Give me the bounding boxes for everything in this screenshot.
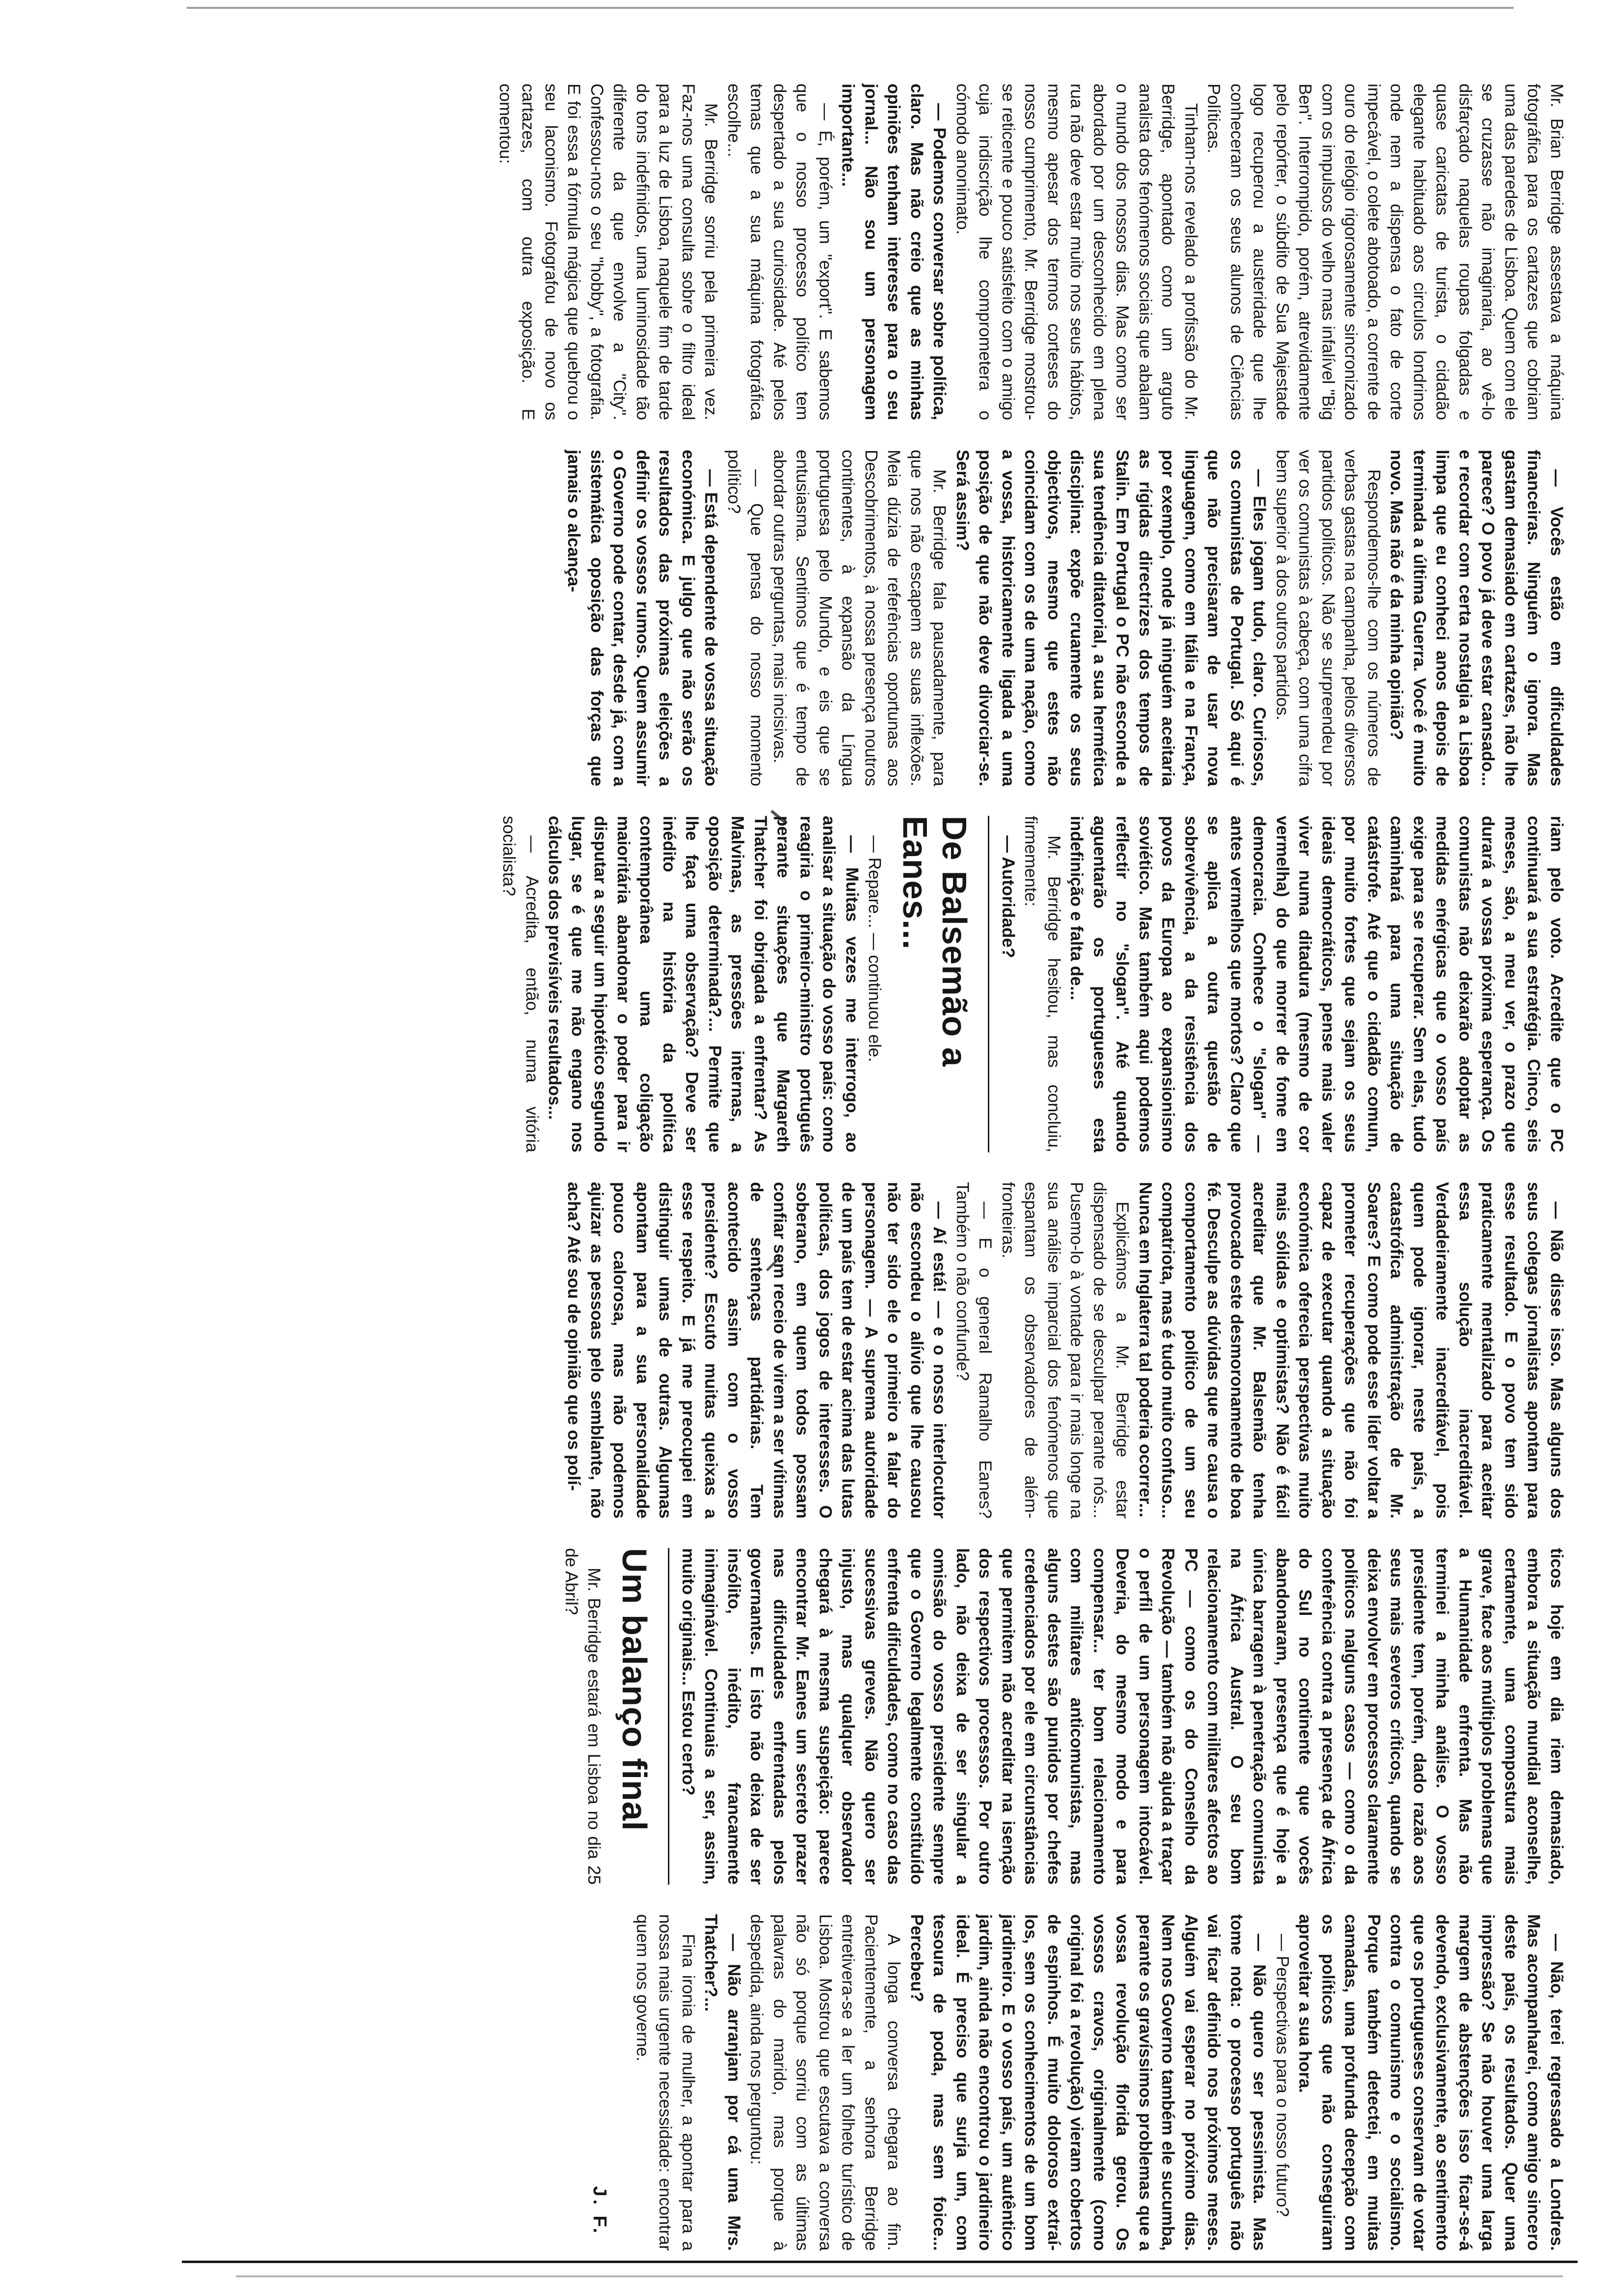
- paragraph: Tinham-nos revelado a profissão do Mr. Berridge, apontado como um arguto analista dos fenómenos sociais que abalam o mundo dos nossos dias. Mas como ser abordado por um desconhecido em plena rua não deve estar muito nos seus hábitos, mesmo apesar dos termos corteses do nosso cumprimento, Mr. Berridge mostrou-se reticente e pouco satisfeito com o amigo cuja indiscrição lhe comprometera o cómodo anonimato.: [953, 84, 1201, 420]
- paragraph: — Não disse isso. Mas alguns dos seus colegas jornalistas apontam para esse resultado. E o povo tem sido praticamente mentalizado para aceitar essa solução inacreditável. Verdadeiramente inacreditável, pois quem pode ignorar, neste país, a catastrófica administração de Mr. Soares? E como pode esse líder voltar a prometer recuperações que não foi capaz de executar quando a situação económica oferecia perspectivas muito mais sólidas e optimistas? Não é fácil acreditar que Mr. Balsemão tenha provocado este desmoronamento de boa fé. Desculpe as dúvidas que me causa o comportamento político de um seu compatriota, mas é tudo muito confuso... Nunca em Inglaterra tal poderia ocorrer...: [1136, 1182, 1566, 1519]
- paragraph: — Eles jogam tudo, claro. Curiosos, os comunistas de Portugal. Só aqui é que não precisaram de usar nova linguagem, como em Itália e na França, por exemplo, onde já ninguém aceitaria as rígidas directrizes dos tempos de Stalin. Em Portugal o PC não esconde a sua tendência ditatorial, a sua hermética disciplina: expõe cruamente os seus objectivos, mesmo que estes não coincidam com os de uma nação, como a vossa, historicamente ligada a uma posição de que não deve divorciar-se. Será assim?: [953, 450, 1269, 786]
- paragraph: riam pelo voto. Acredite que o PC continuará a sua estratégia. Cinco, seis meses, são, a meu ver, o prazo que durará a vossa próxima esperança. Os comunistas não deixarão adoptar as medidas enérgicas que o vosso país exige para se recuperar. Sem elas, tudo caminhará para uma situação de catástrofe. Até que o cidadão comum, por muito fortes que sejam os seus ideais democráticos, pense mais valer viver numa ditadura (mesmo de cor vermelha) do que morrer de fome em democracia. Conhece o "slogan" — antes vermelhos que mortos? Claro que se aplica a outra questão de sobrevivência, a da resistência dos povos da Europa ao expansionismo soviético. Mas também aqui podemos reflectir no "slogan". Até quando aguentarão os portugueses esta indefinição e falta de...: [1067, 816, 1566, 1152]
- paragraph: Mr. Berridge fala pausadamente, para que nos não escapem as suas inflexões. Meia dúzia de referências oportunas aos Descobrimentos, à nossa presença noutros continentes, à expansão da Língua portuguesa pelo Mundo, e eis que se entusiasma. Sentimos que é tempo de abordar outras perguntas, mais incisivas.: [770, 450, 950, 786]
- paragraph: — Não quero ser pessimista. Mas tome nota: o processo português não vai ficar definido nos próximos meses. Alguém vai esperar no próximo dias. Nem nos Governo também ele sucumba, perante os gravíssimos problemas que a vossa revolução florida gerou. Os vossos cravos, originalmente (como original foi a revolução) vieram cobertos de espinhos. É muito doloroso extraí-los, sem os conhecimentos de um bom jardineiro. E o vosso país, um autêntico jardim, ainda não encontrou o jardineiro ideal. É preciso que surja um, com tesoura de poda, mas sem foice... Percebeu?: [907, 1914, 1269, 2251]
- paragraph: — Perspectivas para o nosso futuro?: [1273, 1934, 1292, 2217]
- section-heading: De Balsemão a Eanes...: [896, 816, 974, 1067]
- paragraph: — É, porém, um "export". E sabemos que o nosso processo político tem despertado a sua curiosidade. Até pelos temas que a sua máquina fotográfica escolhe...: [724, 84, 835, 420]
- paragraph: Respondemos-lhe com os números de verbas gastas na campanha, pelos diversos partidos políticos. Não se surpreendeu por ver os comunistas à cabeça, com uma cifra bem superior à dos outros partidos.: [1273, 450, 1383, 786]
- column-5: [113, 1548, 1568, 1885]
- paragraph: ticos hoje em dia riem demasiado, embora a situação mundial aconselhe, certamente, uma compostura mais grave, face aos múltiplos problemas que a Humanidade enfrenta. Mas não terminei a minha análise. O vosso presidente tem, porém, dado razão aos seus mais severos críticos, quando se deixa envolver em processos claramente políticos nalguns casos — como o da conferência contra a presença de África do Sul no continente que vocês abandonaram, presença que é hoje a única barragem à penetração comunista na África Austral. O seu bom relacionamento com militares afectos ao PC — como os do Conselho da Revolução — também não ajuda a traçar o perfil de um personagem intocável. Deveria, do mesmo modo e para compensar... ter bom relacionamento com militares anticomunistas, mas alguns destes são punidos por chefes credenciados por ele em circunstâncias que permitem não acreditar na isenção dos respectivos processos. Por outro lado, não deixa de ser singular a omissão do vosso presidente sempre que o Governo legalmente constituído enfrenta dificuldades, como no caso das sucessivas greves. Não quero ser injusto, mas qualquer observador chegará à mesma suspeição: parece encontrar Mr. Eanes um secreto prazer nas dificuldades enfrentadas pelos governantes. E isto não deixa de ser insólito, inédito, francamente inimaginável. Continuais a ser, assim, muito originais... Estou certo?: [679, 1548, 1566, 1885]
- paragraph: — Não arranjam por cá uma Mrs. Thatcher?...: [701, 1914, 744, 2251]
- paragraph: — Muitas vezes me interrogo, ao analisar a situação do vosso país: como reagiria o primeiro-ministro português perante situações que Margareth Thatcher foi obrigada a enfrentar? As Malvinas, as pressões internas, a oposição determinada?... Permite que lhe faça uma observação? Deve ser inédito na história da política contemporânea uma coligação maioritária abandonar o poder para ir disputar a seguir um hipotético segundo lugar, se é que me não engano nos cálculos dos previsíveis resultados...: [545, 816, 862, 1152]
- section-rule: [988, 816, 990, 1152]
- scan-edge-top: [187, 7, 1514, 9]
- paragraph: Mr. Berridge sorriu pela primeira vez. Faz-nos uma consulta sobre o filtro ideal para a luz de Lisboa, naquele fim de tarde do tons indefinidos, uma luminosidade tão diferente da que envolve a "City". Confessou-nos o seu "hobby", a fotografia. E foi essa a fórmula mágica que quebrou o seu laconismo. Fotografou de novo os cartazes, com outra exposição. E comentou:: [496, 84, 721, 420]
- paragraph: — Repare... — continuou ele.: [865, 835, 885, 1062]
- section-heading: Um balanço final: [615, 1548, 654, 1832]
- paragraph: Fina ironia de mulher, a apontar para a nossa mais urgente necessidade: encontrar quem nos governe.: [633, 1914, 698, 2251]
- column-4: [113, 1182, 1568, 1519]
- article-border-rule: [182, 2261, 1578, 2263]
- paragraph: — Vocês estão em dificuldades financeiras. Ninguém o ignora. Mas gastam demasiado em cartazes, não lhe parece? O povo já deve estar cansado... e recordar com certa nostalgia a Lisboa limpa que eu conheci anos depois de terminada a última Guerra. Você é muito novo. Mas não é da minha opinião?: [1387, 450, 1566, 786]
- paragraph: — Acredita, então, numa vitória socialista?: [499, 816, 542, 1152]
- paragraph: A longa conversa chegara ao fim. Pacientemente, a senhora Berridge entretivera-se a ler um folheto turístico de Lisboa. Mostrou que escutava a conversa não só porque sorriu com as últimas palavras do marido, mas porque à despedida, ainda nos perguntou:: [747, 1914, 904, 2251]
- paragraph: — E o general Ramalho Eanes? Também o não confunde?: [953, 1182, 995, 1519]
- paragraph: — Não, terei regressado a Londres. Mas acompanharei, como amigo sincero deste país, os resultados. Quer uma impressão? Se não houver uma larga margem de abstenções isso ficar-se-á devendo, exclusivamente, ao sentimento que os portugueses conservam de votar contra o comunismo e o socialismo. Porque também detectei, em muitas camadas, uma profunda decepção com os políticos que não conseguiram aproveitar a sua hora.: [1295, 1914, 1566, 2251]
- column-6: [113, 1914, 1568, 2251]
- paragraph: — Que pensa do nosso momento político?: [724, 450, 767, 786]
- paragraph: Mr. Brian Berridge assestava a máquina fotográfica para os cartazes que cobriam uma das paredes de Lisboa. Quem com ele se cruzasse não imaginaria, ao vê-lo disfarçado naquelas roupas folgadas e quase caricatas de turista, o cidadão elegante habituado aos circulos londrinos onde nem a dispensa o fato de corte impecável, o colete abotoado, a corrente de ouro do relógio rigorosamente sincronizado com os impulsos do velho mas infalível "Big Ben". Interrompido, porém, atrevidamente pelo repórter, o súbdito de Sua Majestade logo recuperou a austeridade que lhe conheceram os seus alunos de Ciências Políticas.: [1204, 84, 1566, 420]
- paragraph: — Podemos conversar sobre política, claro. Mas não creio que as minhas opiniões tenham interesse para o seu jornal... Não sou um personagem importante...: [838, 84, 950, 420]
- paragraph: — Aí está! — e o nosso interlocutor não escondeu o alívio que lhe causou não ter sido ele o primeiro a falar do personagem. — A suprema autoridade de um país tem de estar acima das lutas políticas, dos jogos de interesses. O soberano, em quem todos possam confiar sem receio de virem a ser vítimas de sentenças partidárias. Tem acontecido assim com o vosso presidente? Escuto muitas queixas a esse respeito. E já me preocupei em distinguir umas de outras. Algumas apontam para a sua personalidade pouco calorosa, mas não podemos ajuizar as pessoas pelo semblante, não acha? Até sou de opinião que os polí-: [564, 1182, 950, 1519]
- column-2: [113, 450, 1568, 786]
- paragraph: Explicámos a Mr. Berridge estar dispensado de se desculpar perante nós... Pusemo-lo à vontade para ir mais longe na sua análise imparcial dos fenómenos que espantam os observadores de além-fronteiras.: [999, 1182, 1132, 1519]
- column-1: [113, 84, 1568, 420]
- section-rule: [668, 1548, 670, 1885]
- paragraph: Mr. Berridge hesitou, mas concluiu, firmemente:: [1021, 816, 1064, 1152]
- paragraph: — Autoridade?: [999, 835, 1018, 958]
- paragraph: Mr. Berridge estará em Lisboa no dia 25 de Abril?: [562, 1548, 604, 1885]
- column-3: [113, 816, 1568, 1152]
- scan-edge-bottom: [236, 2275, 1563, 2277]
- rotated-article-page: [93, 64, 1587, 2275]
- author-signature: J. F.: [589, 2186, 610, 2236]
- paragraph: — Está dependente de vossa situação económica. E julgo que não serão os resultados das próximas eleições a definir os vossos rumos. Quem assumir o Governo pode contar, desde já, com a sistemática oposição das forças que jamais o alcança-: [564, 450, 721, 786]
